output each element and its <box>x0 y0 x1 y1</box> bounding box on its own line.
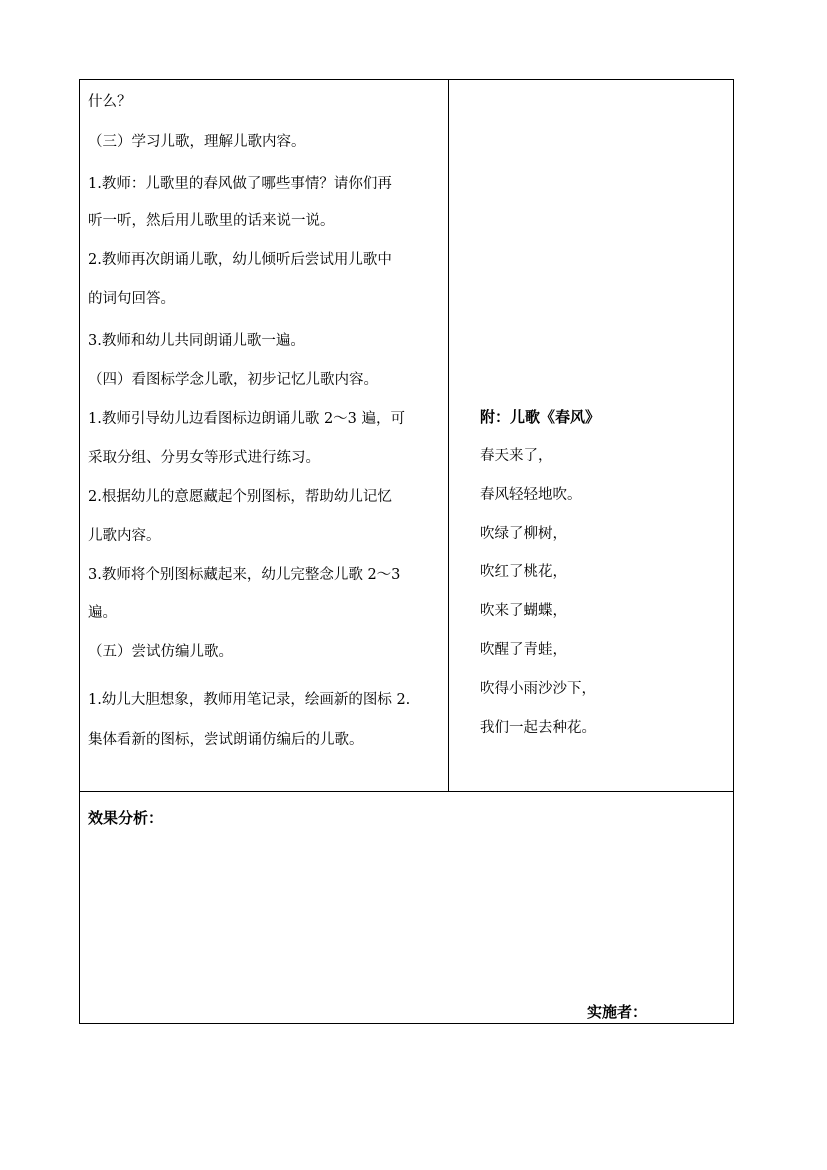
activity-line: 什么？ <box>88 94 132 110</box>
poem-line: 春风轻轻地吹。 <box>480 487 582 503</box>
section-heading: （四）看图标学念儿歌，初步记忆儿歌内容。 <box>88 372 378 388</box>
activity-line: 集体看新的图标，尝试朗诵仿编后的儿歌。 <box>88 732 364 748</box>
activity-line: 遍。 <box>88 605 117 621</box>
activity-line: 3.教师将个别图标藏起来，幼儿完整念儿歌 2～3 <box>88 567 401 583</box>
poem-line: 春天来了， <box>480 448 553 464</box>
implementer-label: 实施者： <box>587 1003 648 1021</box>
activity-line: 儿歌内容。 <box>88 528 161 544</box>
activity-line: 采取分组、分男女等形式进行练习。 <box>88 450 320 466</box>
poem-line: 吹绿了柳树， <box>480 526 567 542</box>
activity-line: 3.教师和幼儿共同朗诵儿歌一遍。 <box>88 333 305 349</box>
lesson-table <box>79 79 734 1024</box>
poem-line: 吹红了桃花， <box>480 564 567 580</box>
row-divider <box>80 791 733 792</box>
poem-line: 吹得小雨沙沙下， <box>480 681 596 697</box>
activity-line: 1.幼儿大胆想象，教师用笔记录，绘画新的图标 2. <box>88 692 411 708</box>
poem-line: 吹来了蝴蝶， <box>480 603 567 619</box>
section-heading: （三）学习儿歌，理解儿歌内容。 <box>88 134 306 150</box>
activity-line: 2.教师再次朗诵儿歌，幼儿倾听后尝试用儿歌中 <box>88 252 392 268</box>
poem-title: 附：儿歌《春风》 <box>480 408 601 426</box>
column-divider <box>448 80 449 791</box>
activity-line: 2.根据幼儿的意愿藏起个别图标，帮助幼儿记忆 <box>88 489 392 505</box>
activity-line: 的词句回答。 <box>88 291 175 307</box>
poem-line: 我们一起去种花。 <box>480 720 596 736</box>
activity-line: 听一听，然后用儿歌里的话来说一说。 <box>88 213 335 229</box>
section-heading: （五）尝试仿编儿歌。 <box>88 644 233 660</box>
activity-line: 1.教师引导幼儿边看图标边朗诵儿歌 2～3 遍，可 <box>88 411 406 427</box>
analysis-label: 效果分析： <box>88 809 164 827</box>
poem-line: 吹醒了青蛙， <box>480 642 567 658</box>
activity-line: 1.教师：儿歌里的春风做了哪些事情？请你们再 <box>88 176 392 192</box>
